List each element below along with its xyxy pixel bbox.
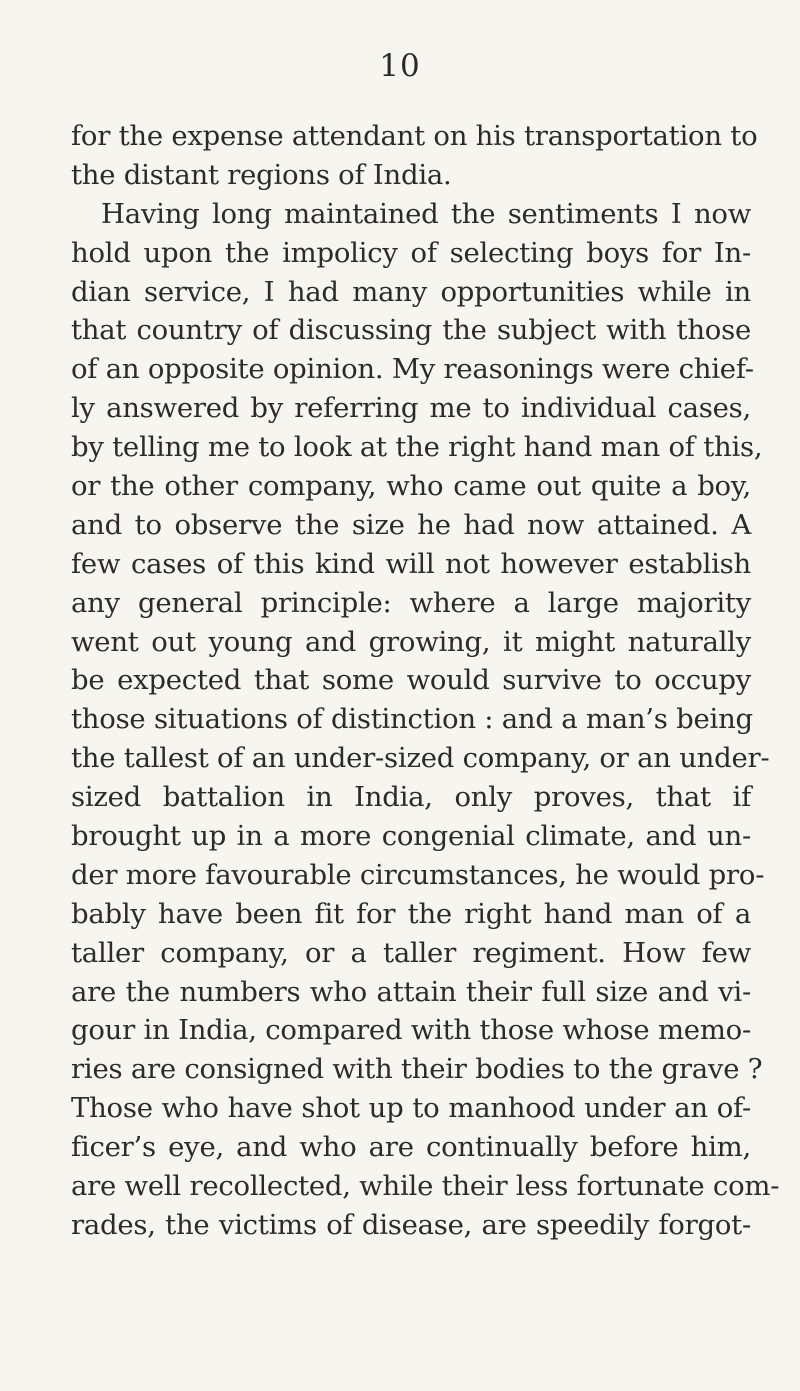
text-line: that country of discussing the subject with those xyxy=(71,314,751,347)
text-line: bably have been fit for the right hand man of a xyxy=(71,897,751,930)
text-line: for the expense attendant on his transportation to xyxy=(71,120,758,152)
text-line: brought up in a more congenial climate, and un- xyxy=(71,820,751,853)
text-line: rades, the victims of disease, are speedily forgot- xyxy=(71,1208,751,1241)
text-line: ficer’s eye, and who are continually before him, xyxy=(71,1131,751,1164)
text-line: taller company, or a taller regiment. How few xyxy=(71,936,751,969)
text-line: hold upon the impolicy of selecting boys for In- xyxy=(71,236,751,269)
text-line: be expected that some would survive to occupy xyxy=(71,664,751,697)
text-line: those situations of distinction : and a man’s being xyxy=(71,703,753,736)
text-line: any general principle: where a large majority xyxy=(71,586,751,619)
text-line: ly answered by referring me to individual cases, xyxy=(71,392,751,425)
text-line: by telling me to look at the right hand man of this, xyxy=(71,431,763,464)
body-text xyxy=(71,117,780,1245)
text-line: Having long maintained the sentiments I now xyxy=(101,197,751,230)
text-line: dian service, I had many opportunities while in xyxy=(71,275,751,308)
text-line: der more favourable circumstances, he would pro- xyxy=(71,858,765,891)
text-line: gour in India, compared with those whose memo- xyxy=(71,1014,751,1047)
text-line: sized battalion in India, only proves, that if xyxy=(71,781,751,814)
page-number: 10 xyxy=(379,48,421,84)
text-line: ries are consigned with their bodies to the grave ? xyxy=(71,1053,763,1086)
text-line: Those who have shot up to manhood under an of- xyxy=(71,1092,751,1125)
text-line: few cases of this kind will not however establish xyxy=(71,547,751,580)
text-line: and to observe the size he had now attained. A xyxy=(71,508,751,541)
text-line: are the numbers who attain their full size and vi- xyxy=(71,975,751,1008)
text-line: are well recollected, while their less fortunate com- xyxy=(71,1170,780,1203)
text-line: the distant regions of India. xyxy=(71,158,452,191)
text-line: the tallest of an under-sized company, or an under- xyxy=(71,742,770,775)
text-line: went out young and growing, it might naturally xyxy=(71,625,751,658)
text-line: or the other company, who came out quite a boy, xyxy=(71,470,751,503)
text-line: of an opposite opinion. My reasonings were chief- xyxy=(71,353,754,386)
